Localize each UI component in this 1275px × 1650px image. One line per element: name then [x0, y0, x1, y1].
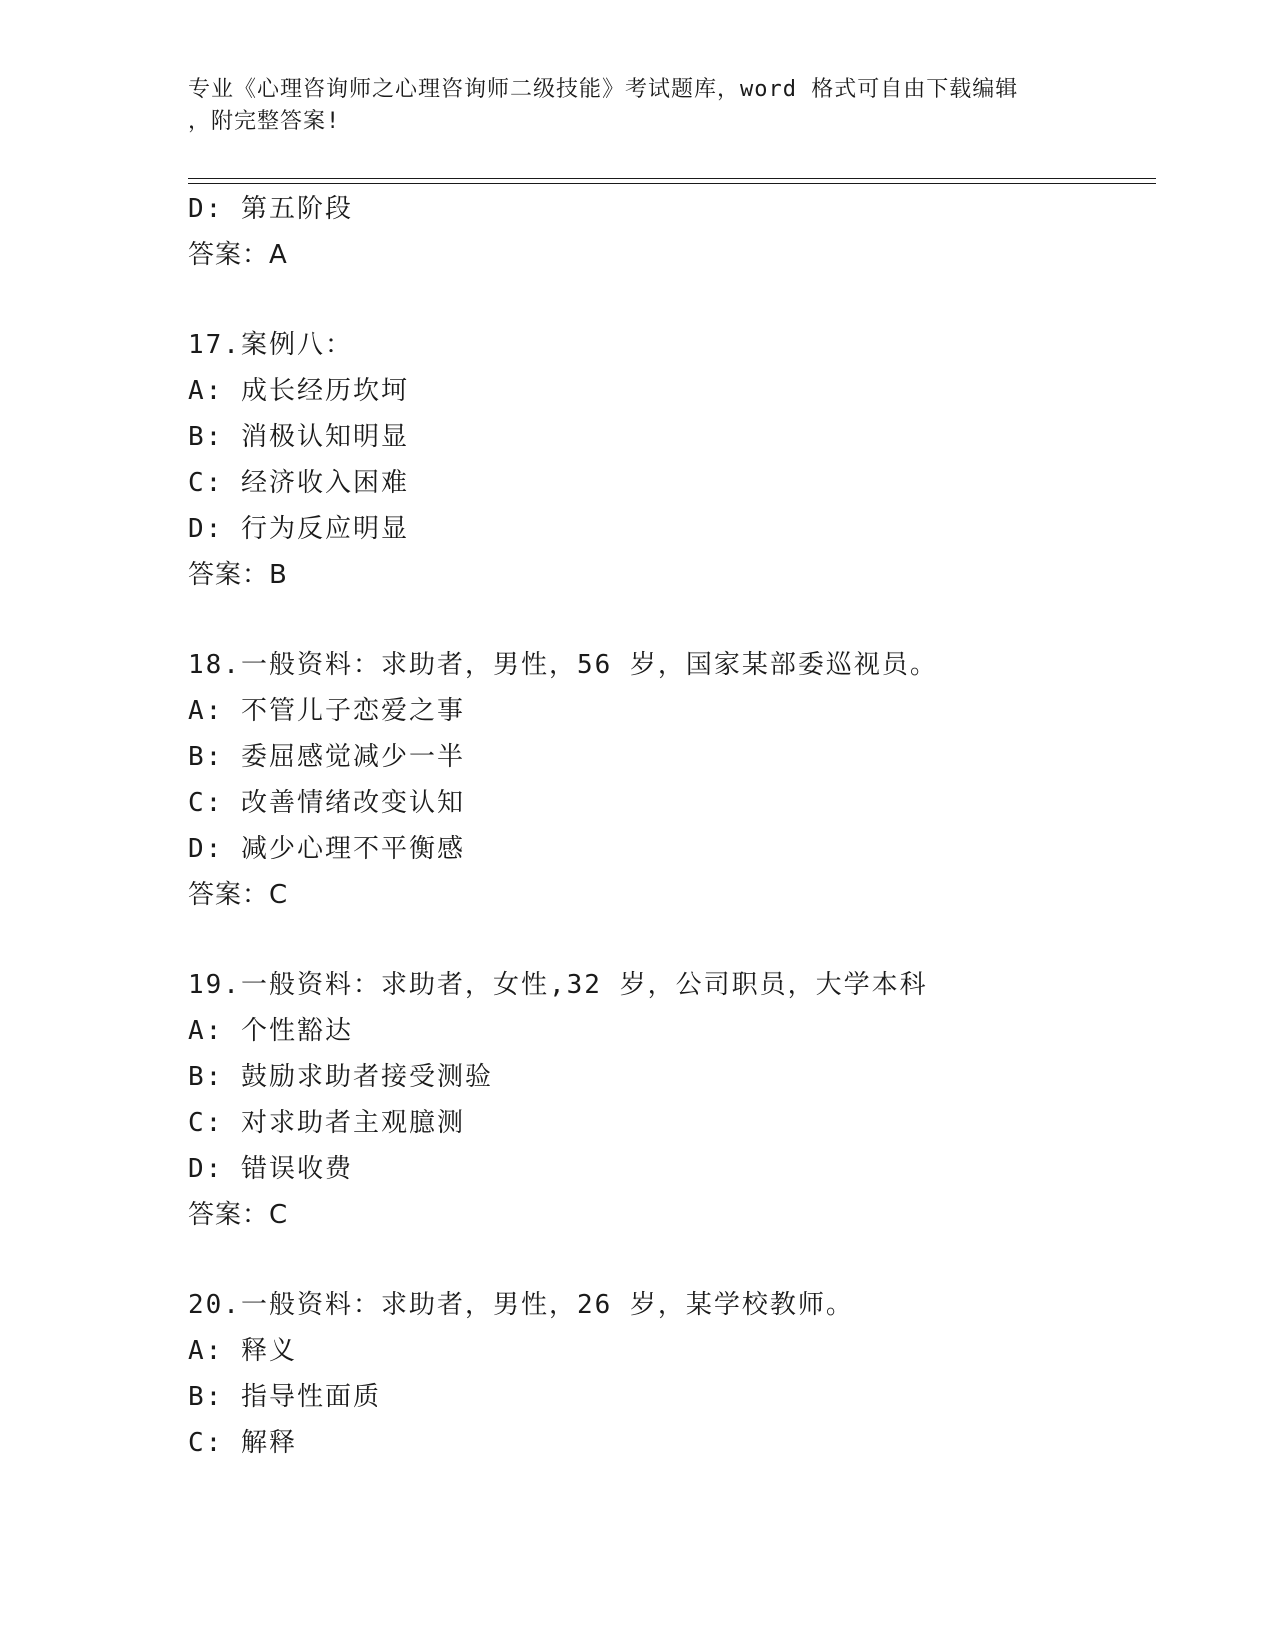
option-c: C: 解释: [188, 1428, 297, 1458]
question-block-20: [188, 1282, 1156, 1466]
option-d: D: 减少心理不平衡感: [188, 834, 465, 864]
option-a: A: 个性豁达: [188, 1016, 353, 1046]
question-block-19: [188, 962, 1156, 1238]
header-line-2: ，附完整答案!: [188, 109, 341, 134]
spacer: [188, 278, 1156, 322]
question-block-18: [188, 642, 1156, 918]
answer-line: 答案：C: [188, 1200, 289, 1230]
question-stem: 18.一般资料：求助者，男性，56 岁，国家某部委巡视员。: [188, 650, 938, 680]
option-c: C: 经济收入困难: [188, 468, 409, 498]
question-stem: 19.一般资料：求助者，女性,32 岁，公司职员，大学本科: [188, 970, 928, 1000]
header-divider-top: [188, 178, 1156, 179]
option-b: B: 消极认知明显: [188, 422, 409, 452]
header-line-1: 专业《心理咨询师之心理咨询师二级技能》考试题库，word 格式可自由下载编辑: [188, 77, 1019, 102]
question-block-prev: [188, 186, 1156, 278]
option-b: B: 鼓励求助者接受测验: [188, 1062, 493, 1092]
question-stem: 20.一般资料：求助者，男性，26 岁，某学校教师。: [188, 1290, 854, 1320]
option-b: B: 委屈感觉减少一半: [188, 742, 465, 772]
option-a: A: 不管儿子恋爱之事: [188, 696, 465, 726]
spacer: [188, 1238, 1156, 1282]
option-d: D: 行为反应明显: [188, 514, 409, 544]
option-c: C: 改善情绪改变认知: [188, 788, 465, 818]
option-a: A: 成长经历坎坷: [188, 376, 409, 406]
option-a: A: 释义: [188, 1336, 297, 1366]
question-stem: 17.案例八：: [188, 330, 353, 360]
document-header: [188, 74, 1088, 138]
question-block-17: [188, 322, 1156, 598]
option-b: B: 指导性面质: [188, 1382, 381, 1412]
option-d: D: 第五阶段: [188, 194, 353, 224]
answer-line: 答案：A: [188, 240, 288, 270]
question-list: [188, 186, 1156, 1466]
spacer: [188, 598, 1156, 642]
spacer: [188, 918, 1156, 962]
option-c: C: 对求助者主观臆测: [188, 1108, 465, 1138]
header-divider-bottom: [188, 183, 1156, 184]
answer-line: 答案：C: [188, 880, 289, 910]
answer-line: 答案：B: [188, 560, 288, 590]
option-d: D: 错误收费: [188, 1154, 353, 1184]
